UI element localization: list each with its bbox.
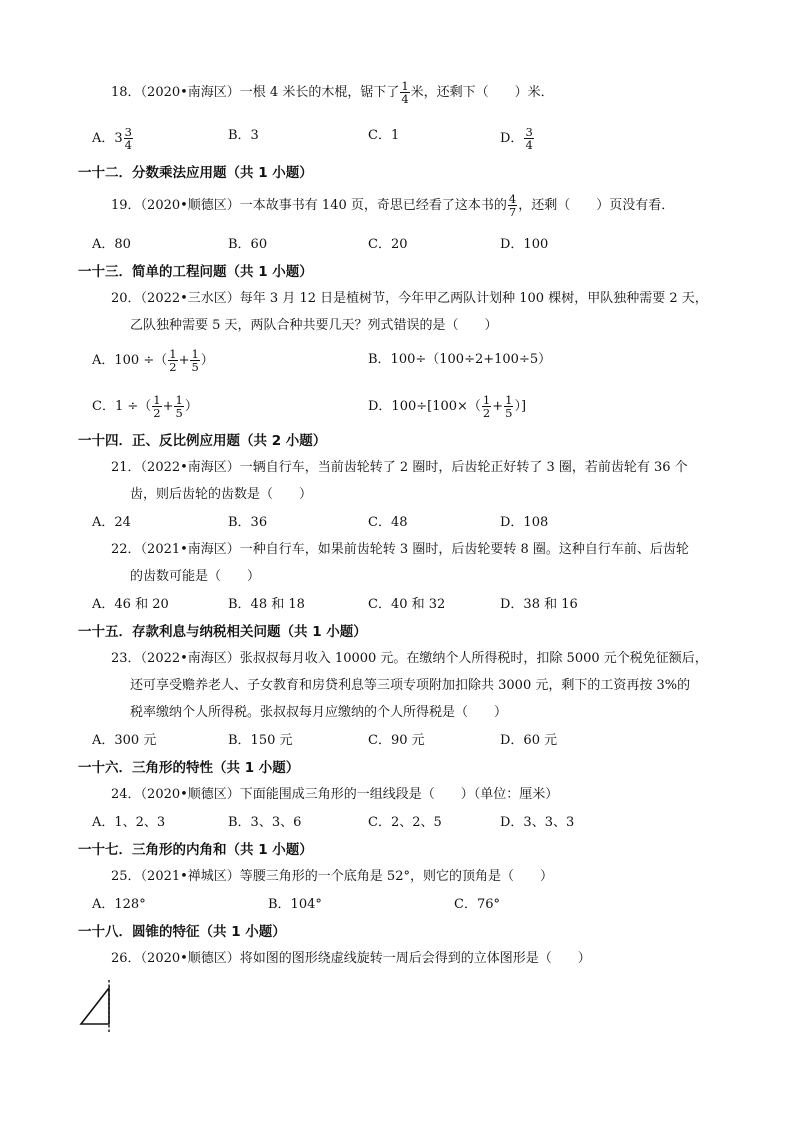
q21-option-c[interactable]: C．48 <box>368 515 408 530</box>
frac-numerator: 1 <box>175 393 183 407</box>
q19-stem-text-end: ，还剩（ ）页没有看． <box>518 197 675 213</box>
q18-option-a[interactable] <box>92 126 134 151</box>
plus-sign: + <box>492 398 504 414</box>
option-fraction <box>152 394 161 419</box>
section-heading-17: 一十七．三角形的内角和（共 1 小题） <box>78 842 313 858</box>
q20-option-b[interactable]: B．100÷（100÷2+100÷5） <box>368 352 552 367</box>
q18-option-c[interactable]: C．1 <box>368 128 400 143</box>
q18-stem-text: 18．（2020•南海区）一根 4 米长的木棍，锯下了 <box>111 84 400 100</box>
frac-denominator: 4 <box>525 138 533 152</box>
q26-stem: 26．（2020•顺德区）将如图的图形绕虚线旋转一周后会得到的立体图形是（ ） <box>111 951 591 966</box>
frac-numerator: 1 <box>153 393 161 407</box>
frac-denominator: 4 <box>124 138 132 152</box>
frac-denominator: 5 <box>505 406 513 420</box>
option-fraction <box>482 394 491 419</box>
plus-sign: + <box>178 352 190 368</box>
section-heading-13: 一十三．简单的工程问题（共 1 小题） <box>78 264 313 280</box>
q22-stem-line2: 的齿数可能是（ ） <box>130 569 261 584</box>
q20-option-a[interactable] <box>92 348 214 373</box>
option-fraction <box>504 394 513 419</box>
q25-option-a[interactable]: A．128° <box>92 897 146 912</box>
q19-stem-text: 19．（2020•顺德区）一本故事书有 140 页，奇思已经看了这本书的 <box>111 197 507 213</box>
section-heading-14: 一十四．正、反比例应用题（共 2 小题） <box>78 433 327 449</box>
q24-option-b[interactable]: B．3、3、6 <box>228 815 302 830</box>
q24-option-c[interactable]: C．2、2、5 <box>368 815 442 830</box>
close-paren: ） <box>200 352 214 368</box>
close-paren: ） <box>184 398 198 414</box>
option-fraction <box>168 348 177 373</box>
right-triangle <box>81 988 109 1024</box>
frac-numerator: 1 <box>505 393 513 407</box>
q18-option-d[interactable] <box>500 126 535 151</box>
q22-option-b[interactable]: B．48 和 18 <box>228 597 305 612</box>
option-label: A．100 ÷（ <box>92 352 168 368</box>
q23-option-c[interactable]: C．90 元 <box>368 733 425 748</box>
q21-option-d[interactable]: D．108 <box>500 515 549 530</box>
frac-denominator: 5 <box>175 406 183 420</box>
q21-stem-line1: 21．（2022•南海区）一辆自行车，当前齿轮转了 2 圈时，后齿轮正好转了 3 圈，若前齿轮有 36 个 <box>111 460 688 475</box>
frac-denominator: 5 <box>191 360 199 374</box>
section-heading-15: 一十五．存款利息与纳税相关问题（共 1 小题） <box>78 624 367 640</box>
q18-fraction <box>400 80 409 105</box>
q22-stem-line1: 22．（2021•南海区）一种自行车，如果前齿轮转 3 圈时，后齿轮要转 8 圈。这种自行车前、后齿轮 <box>111 542 689 557</box>
option-label: C．1 ÷（ <box>92 398 152 414</box>
option-fraction <box>190 348 199 373</box>
frac-denominator: 4 <box>401 92 409 106</box>
q23-option-b[interactable]: B．150 元 <box>228 733 293 748</box>
frac-numerator: 1 <box>482 393 491 407</box>
q23-option-d[interactable]: D．60 元 <box>500 733 558 748</box>
q24-stem: 24．（2020•顺德区）下面能围成三角形的一组线段是（ ）（单位：厘米） <box>111 787 559 802</box>
q19-option-a[interactable]: A．80 <box>92 237 131 252</box>
plus-sign: + <box>162 398 174 414</box>
close-bracket: ）] <box>514 398 527 414</box>
q23-stem-line2: 还可享受赡养老人、子女教育和房贷利息等三项专项附加扣除共 3000 元，剩下的工资再按 3%的 <box>130 678 691 693</box>
q22-option-a[interactable]: A．46 和 20 <box>92 597 169 612</box>
q20-option-d[interactable] <box>368 394 526 419</box>
frac-numerator: 1 <box>169 347 177 361</box>
q24-option-a[interactable]: A．1、2、3 <box>92 815 166 830</box>
q24-option-d[interactable]: D．3、3、3 <box>500 815 575 830</box>
q21-option-a[interactable]: A．24 <box>92 515 131 530</box>
frac-denominator: 7 <box>508 205 517 219</box>
frac-numerator: 3 <box>124 125 132 139</box>
q18-stem-text-end: 米，还剩下（ ）米． <box>410 84 554 100</box>
option-fraction <box>524 126 533 151</box>
q25-stem: 25．（2021•禅城区）等腰三角形的一个底角是 52°，则它的顶角是（ ） <box>111 869 553 884</box>
q19-stem <box>111 193 674 218</box>
frac-denominator: 2 <box>169 360 177 374</box>
q20-option-c[interactable] <box>92 394 198 419</box>
q25-option-c[interactable]: C．76° <box>454 897 500 912</box>
frac-numerator: 1 <box>191 347 199 361</box>
section-heading-12: 一十二．分数乘法应用题（共 1 小题） <box>78 165 313 181</box>
frac-denominator: 2 <box>482 406 491 420</box>
q25-option-b[interactable]: B．104° <box>268 897 322 912</box>
q19-option-c[interactable]: C．20 <box>368 237 408 252</box>
q22-option-d[interactable]: D．38 和 16 <box>500 597 578 612</box>
q23-stem-line1: 23．（2022•南海区）张叔叔每月收入 10000 元。在缴纳个人所得税时，扣除 5000 元个税免征额后， <box>111 651 708 666</box>
q21-stem-line2: 齿，则后齿轮的齿数是（ ） <box>130 487 313 502</box>
option-label: D． <box>500 130 524 146</box>
q19-option-b[interactable]: B．60 <box>228 237 268 252</box>
q18-option-b[interactable]: B．3 <box>228 128 259 143</box>
frac-numerator: 4 <box>508 192 517 206</box>
frac-numerator: 3 <box>525 125 533 139</box>
section-heading-18: 一十八．圆锥的特征（共 1 小题） <box>78 924 286 940</box>
q26-triangle-figure <box>76 978 116 1034</box>
frac-numerator: 1 <box>401 79 409 93</box>
q20-stem-line2: 乙队独种需要 5 天，两队合种共要几天？列式错误的是（ ） <box>130 318 498 333</box>
option-label: D．100÷[100×（ <box>368 398 481 414</box>
option-fraction <box>124 126 133 151</box>
option-fraction <box>174 394 183 419</box>
q19-option-d[interactable]: D．100 <box>500 237 549 252</box>
q22-option-c[interactable]: C．40 和 32 <box>368 597 446 612</box>
section-heading-16: 一十六．三角形的特性（共 1 小题） <box>78 760 300 776</box>
q20-stem-line1: 20．（2022•三水区）每年 3 月 12 日是植树节，今年甲乙两队计划种 100 棵树，甲队独种需要 2 天， <box>111 291 708 306</box>
frac-denominator: 2 <box>153 406 161 420</box>
q19-fraction <box>508 193 517 218</box>
q23-option-a[interactable]: A．300 元 <box>92 733 157 748</box>
q23-stem-line3: 税率缴纳个人所得税。张叔叔每月应缴纳的个人所得税是（ ） <box>130 705 508 720</box>
option-label: A．3 <box>92 130 123 146</box>
q18-stem <box>111 80 554 105</box>
q21-option-b[interactable]: B．36 <box>228 515 268 530</box>
